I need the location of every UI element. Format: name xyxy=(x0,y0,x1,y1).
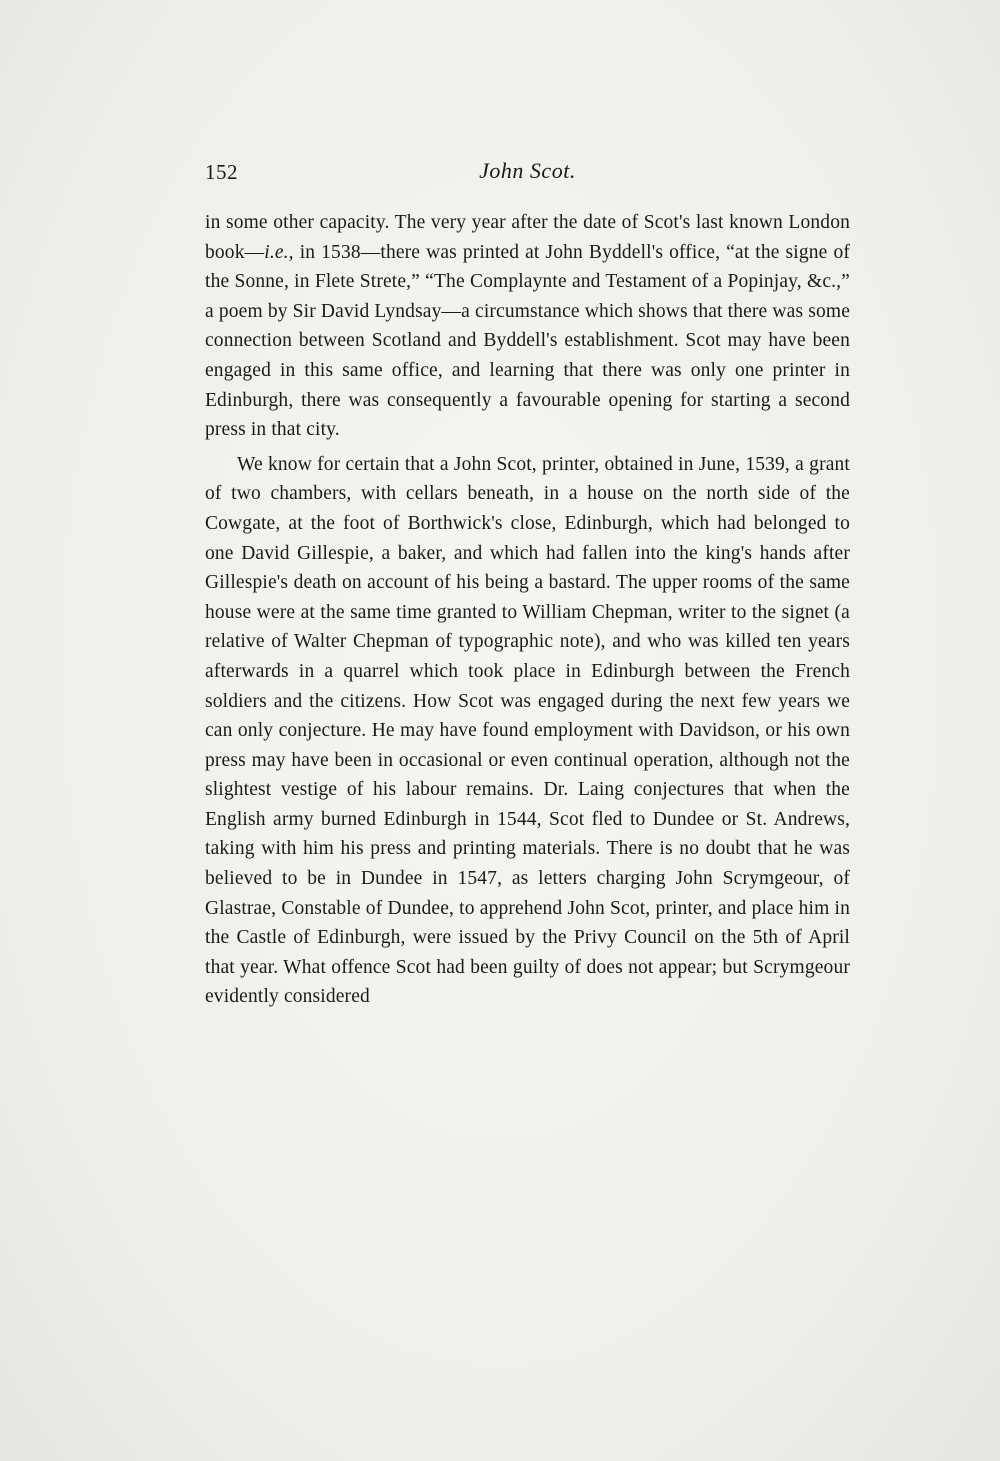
paragraph-2: We know for certain that a John Scot, printer, obtained in June, 1539, a grant of two chambers, with cellars beneath, in a house on the north side of the Cowgate, at the foot of Borthwick's close, Edinburgh, which had belonged to one David Gillespie, a baker, and which had fallen into the king's hands after Gillespie's death on account of his being a bastard. The upper rooms of the same house were at the same time granted to William Chepman, writer to the signet (a relative of Walter Chepman of typographic note), and who was killed ten years afterwards in a quarrel which took place in Edinburgh between the French soldiers and the citizens. How Scot was engaged during the next few years we can only conjecture. He may have found employment with Davidson, or his own press may have been in occasional or even continual operation, although not the slightest vestige of his labour remains. Dr. Laing conjectures that when the English army burned Edinburgh in 1544, Scot fled to Dundee or St. Andrews, taking with him his press and printing materials. There is no doubt that he was believed to be in Dundee in 1547, as letters charging John Scrymgeour, of Glastrae, Constable of Dundee, to apprehend John Scot, printer, and place him in the Castle of Edinburgh, were issued by the Privy Council on the 5th of April that year. What offence Scot had been guilty of does not appear; but Scrymgeour evidently considered xyxy=(205,453,850,1008)
page-header xyxy=(205,158,850,194)
paragraph-1-text-a: in some other capacity. The very year after the date of Scot's last known London book— xyxy=(205,212,850,263)
page-number: 152 xyxy=(205,160,238,184)
paragraph-1-italic-ie: i.e., xyxy=(264,241,294,263)
paragraph-1 xyxy=(205,208,850,445)
running-title: John Scot. xyxy=(479,158,576,183)
paragraph-1-text-b: in 1538—there was printed at John Byddell's office, “at the signe of the Sonne, in Flete Strete,” “The Complaynte and Testament of a Popinjay, &c.,” a poem by Sir David Lyndsay—a circumstance which shows that there was some connection between Scotland and Byddell's establishment. Scot may have been engaged in this same office, and learning that there was only one printer in Edinburgh, there was consequently a favourable opening for starting a second press in that city. xyxy=(205,241,850,441)
body-text xyxy=(205,208,850,1012)
